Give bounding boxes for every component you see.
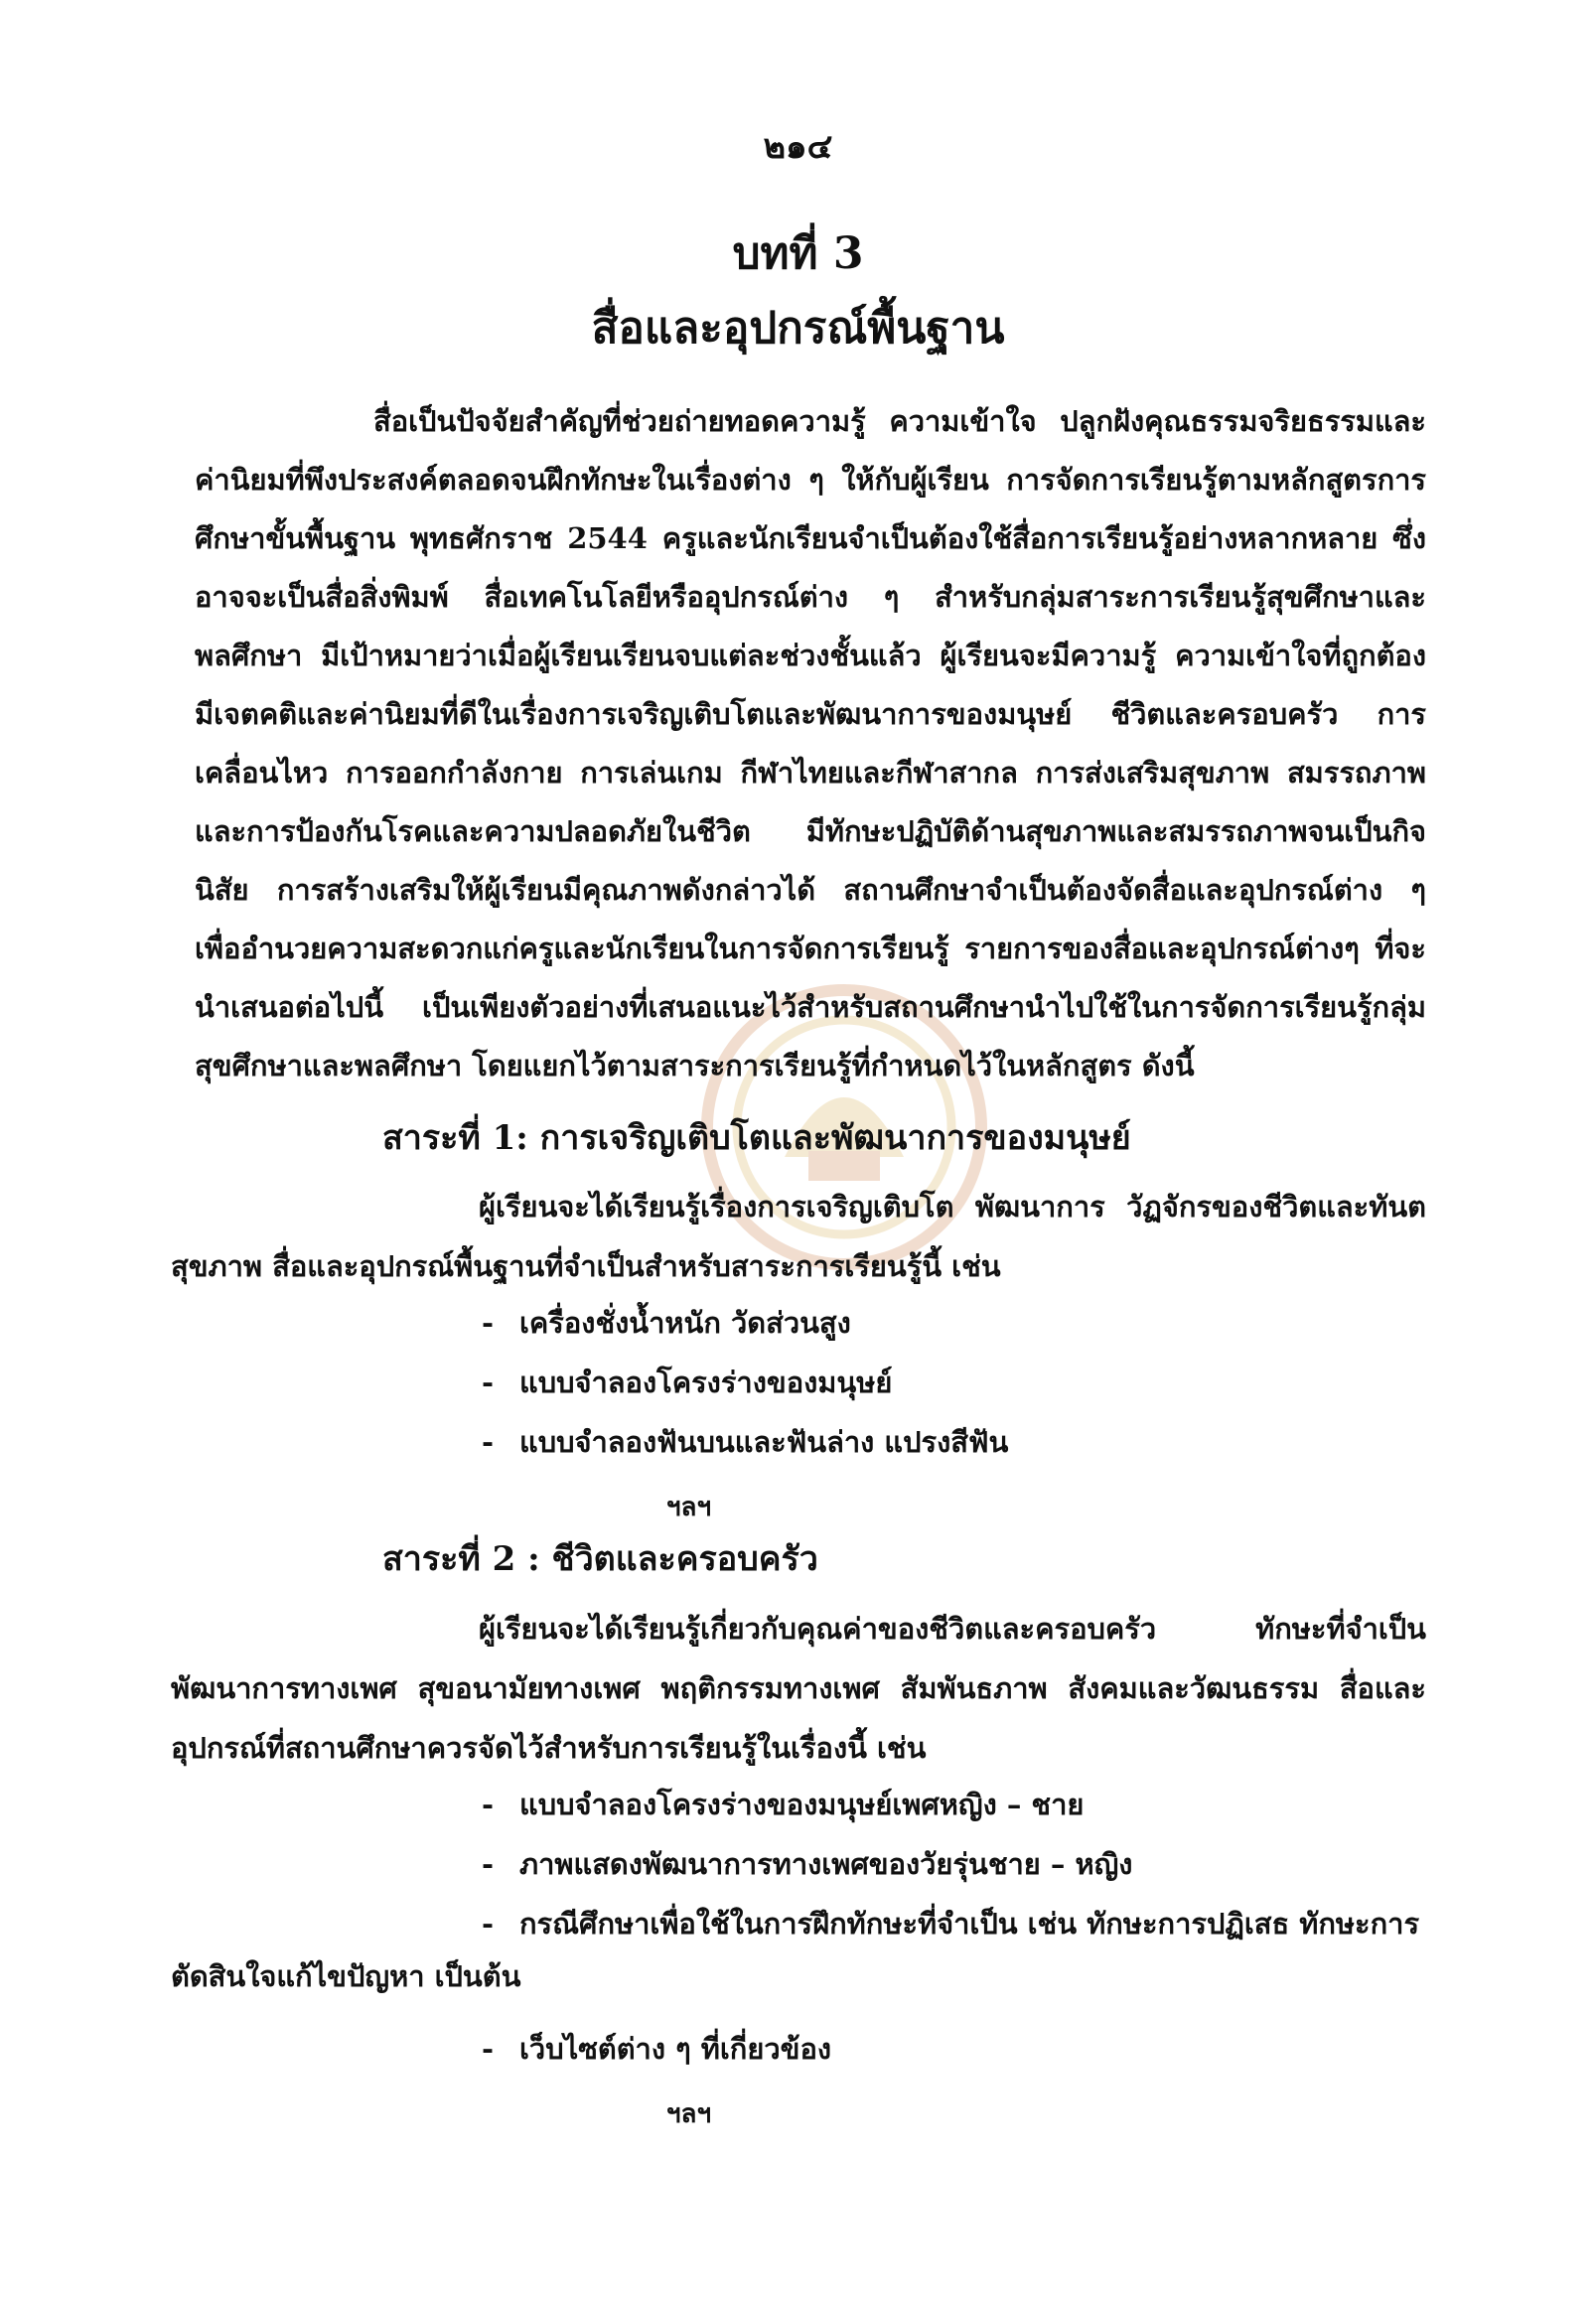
list-item: - แบบจำลองโครงร่างของมนุษย์เพศหญิง – ชาย — [482, 1788, 1085, 1821]
section-2-list — [482, 1775, 1430, 1953]
list-item: - เว็บไซต์ต่าง ๆ ที่เกี่ยวข้อง — [482, 2032, 832, 2066]
section-1-heading: สาระที่ 1: การเจริญเติบโตและพัฒนาการของมนุษย์ — [382, 1118, 1131, 1158]
page-number: ๒๑๔ — [763, 127, 833, 167]
section-1-list — [482, 1293, 1008, 1472]
section-1-paragraph: ผู้เรียนจะได้เรียนรู้เรื่องการเจริญเติบโต พัฒนาการ วัฏจักรของชีวิตและทันตสุขภาพ สื่อและอุปกรณ์พื้นฐานที่จำเป็นสำหรับสาระการเรียนรู้นี้ เช่น — [171, 1190, 1426, 1283]
intro-text: สื่อเป็นปัจจัยสำคัญที่ช่วยถ่ายทอดความรู้ ความเข้าใจ ปลูกฝังคุณธรรมจริยธรรมและค่านิยมที่พึงประสงค์ตลอดจนฝึกทักษะในเรื่องต่าง ๆ ให้กับผู้เรียน การจัดการเรียนรู้ตามหลักสูตรการศึกษาขั้นพื้นฐาน พุทธศักราช 2544 ครูและนักเรียนจำเป็นต้องใช้สื่อการเรียนรู้อย่างหลากหลาย ซึ่งอาจจะเป็นสื่อสิ่งพิมพ์ สื่อเทคโนโลยีหรืออุปกรณ์ต่าง ๆ สำหรับกลุ่มสาระการเรียนรู้สุขศึกษาและพลศึกษา มีเป้าหมายว่าเมื่อผู้เรียนเรียนจบแต่ละช่วงชั้นแล้ว ผู้เรียนจะมีความรู้ ความเข้าใจที่ถูกต้อง มีเจตคติและค่านิยมที่ดีในเรื่องการเจริญเติบโตและพัฒนาการของมนุษย์ ชีวิตและครอบครัว การเคลื่อนไหว การออกกำลังกาย การเล่นเกม กีฬาไทยและกีฬาสากล การส่งเสริมสุขภาพ สมรรถภาพและการป้องกันโรคและความปลอดภัยในชีวิต มีทักษะปฏิบัติด้านสุขภาพและสมรรถภาพจนเป็นกิจนิสัย การสร้างเสริมให้ผู้เรียนมีคุณภาพดังกล่าวได้ สถานศึกษาจำเป็นต้องจัดสื่อและอุปกรณ์ต่าง ๆ เพื่ออำนวยความสะดวกแก่ครูและนักเรียนในการจัดการเรียนรู้ รายการของสื่อและอุปกรณ์ต่างๆ ที่จะนำเสนอต่อไปนี้ เป็นเพียงตัวอย่างที่เสนอแนะไว้สำหรับสถานศึกษานำไปใช้ในการจัดการเรียนรู้กลุ่มสุขศึกษาและพลศึกษา โดยแยกไว้ตามสาระการเรียนรู้ที่กำหนดไว้ในหลักสูตร ดังนี้ — [195, 404, 1426, 1082]
section-2-paragraph: ผู้เรียนจะได้เรียนรู้เกี่ยวกับคุณค่าของชีวิตและครอบครัว ทักษะที่จำเป็น พัฒนาการทางเพศ สุขอนามัยทางเพศ พฤติกรรมทางเพศ สัมพันธภาพ สังคมและวัฒนธรรม สื่อและอุปกรณ์ที่สถานศึกษาควรจัดไว้สำหรับการเรียนรู้ในเรื่องนี้ เช่น — [171, 1612, 1426, 1765]
section-2-etc: ฯลฯ — [665, 2099, 712, 2129]
list-item: - ภาพแสดงพัฒนาการทางเพศของวัยรุ่นชาย – หญิง — [482, 1847, 1133, 1881]
list-item-continuation: ตัดสินใจแก้ไขปัญหา เป็นต้น — [171, 1959, 521, 1993]
list-item: - แบบจำลองโครงร่างของมนุษย์ — [482, 1366, 893, 1399]
section-2-heading: สาระที่ 2 : ชีวิตและครอบครัว — [382, 1539, 818, 1579]
list-item: - แบบจำลองฟันบนและฟันล่าง แปรงสีฟัน — [482, 1425, 1009, 1459]
section-1-etc: ฯลฯ — [665, 1493, 712, 1522]
chapter-heading: บทที่ 3 — [732, 228, 864, 279]
list-item: - กรณีศึกษาเพื่อใช้ในการฝึกทักษะที่จำเป็น เช่น ทักษะการปฏิเสธ ทักษะการ — [482, 1907, 1420, 1941]
section-2-list-cont — [482, 2019, 831, 2079]
intro-paragraph — [195, 392, 1426, 1095]
list-item: - เครื่องชั่งน้ำหนัก วัดส่วนสูง — [482, 1306, 851, 1340]
page-title: สื่อและอุปกรณ์พื้นฐาน — [591, 303, 1005, 354]
